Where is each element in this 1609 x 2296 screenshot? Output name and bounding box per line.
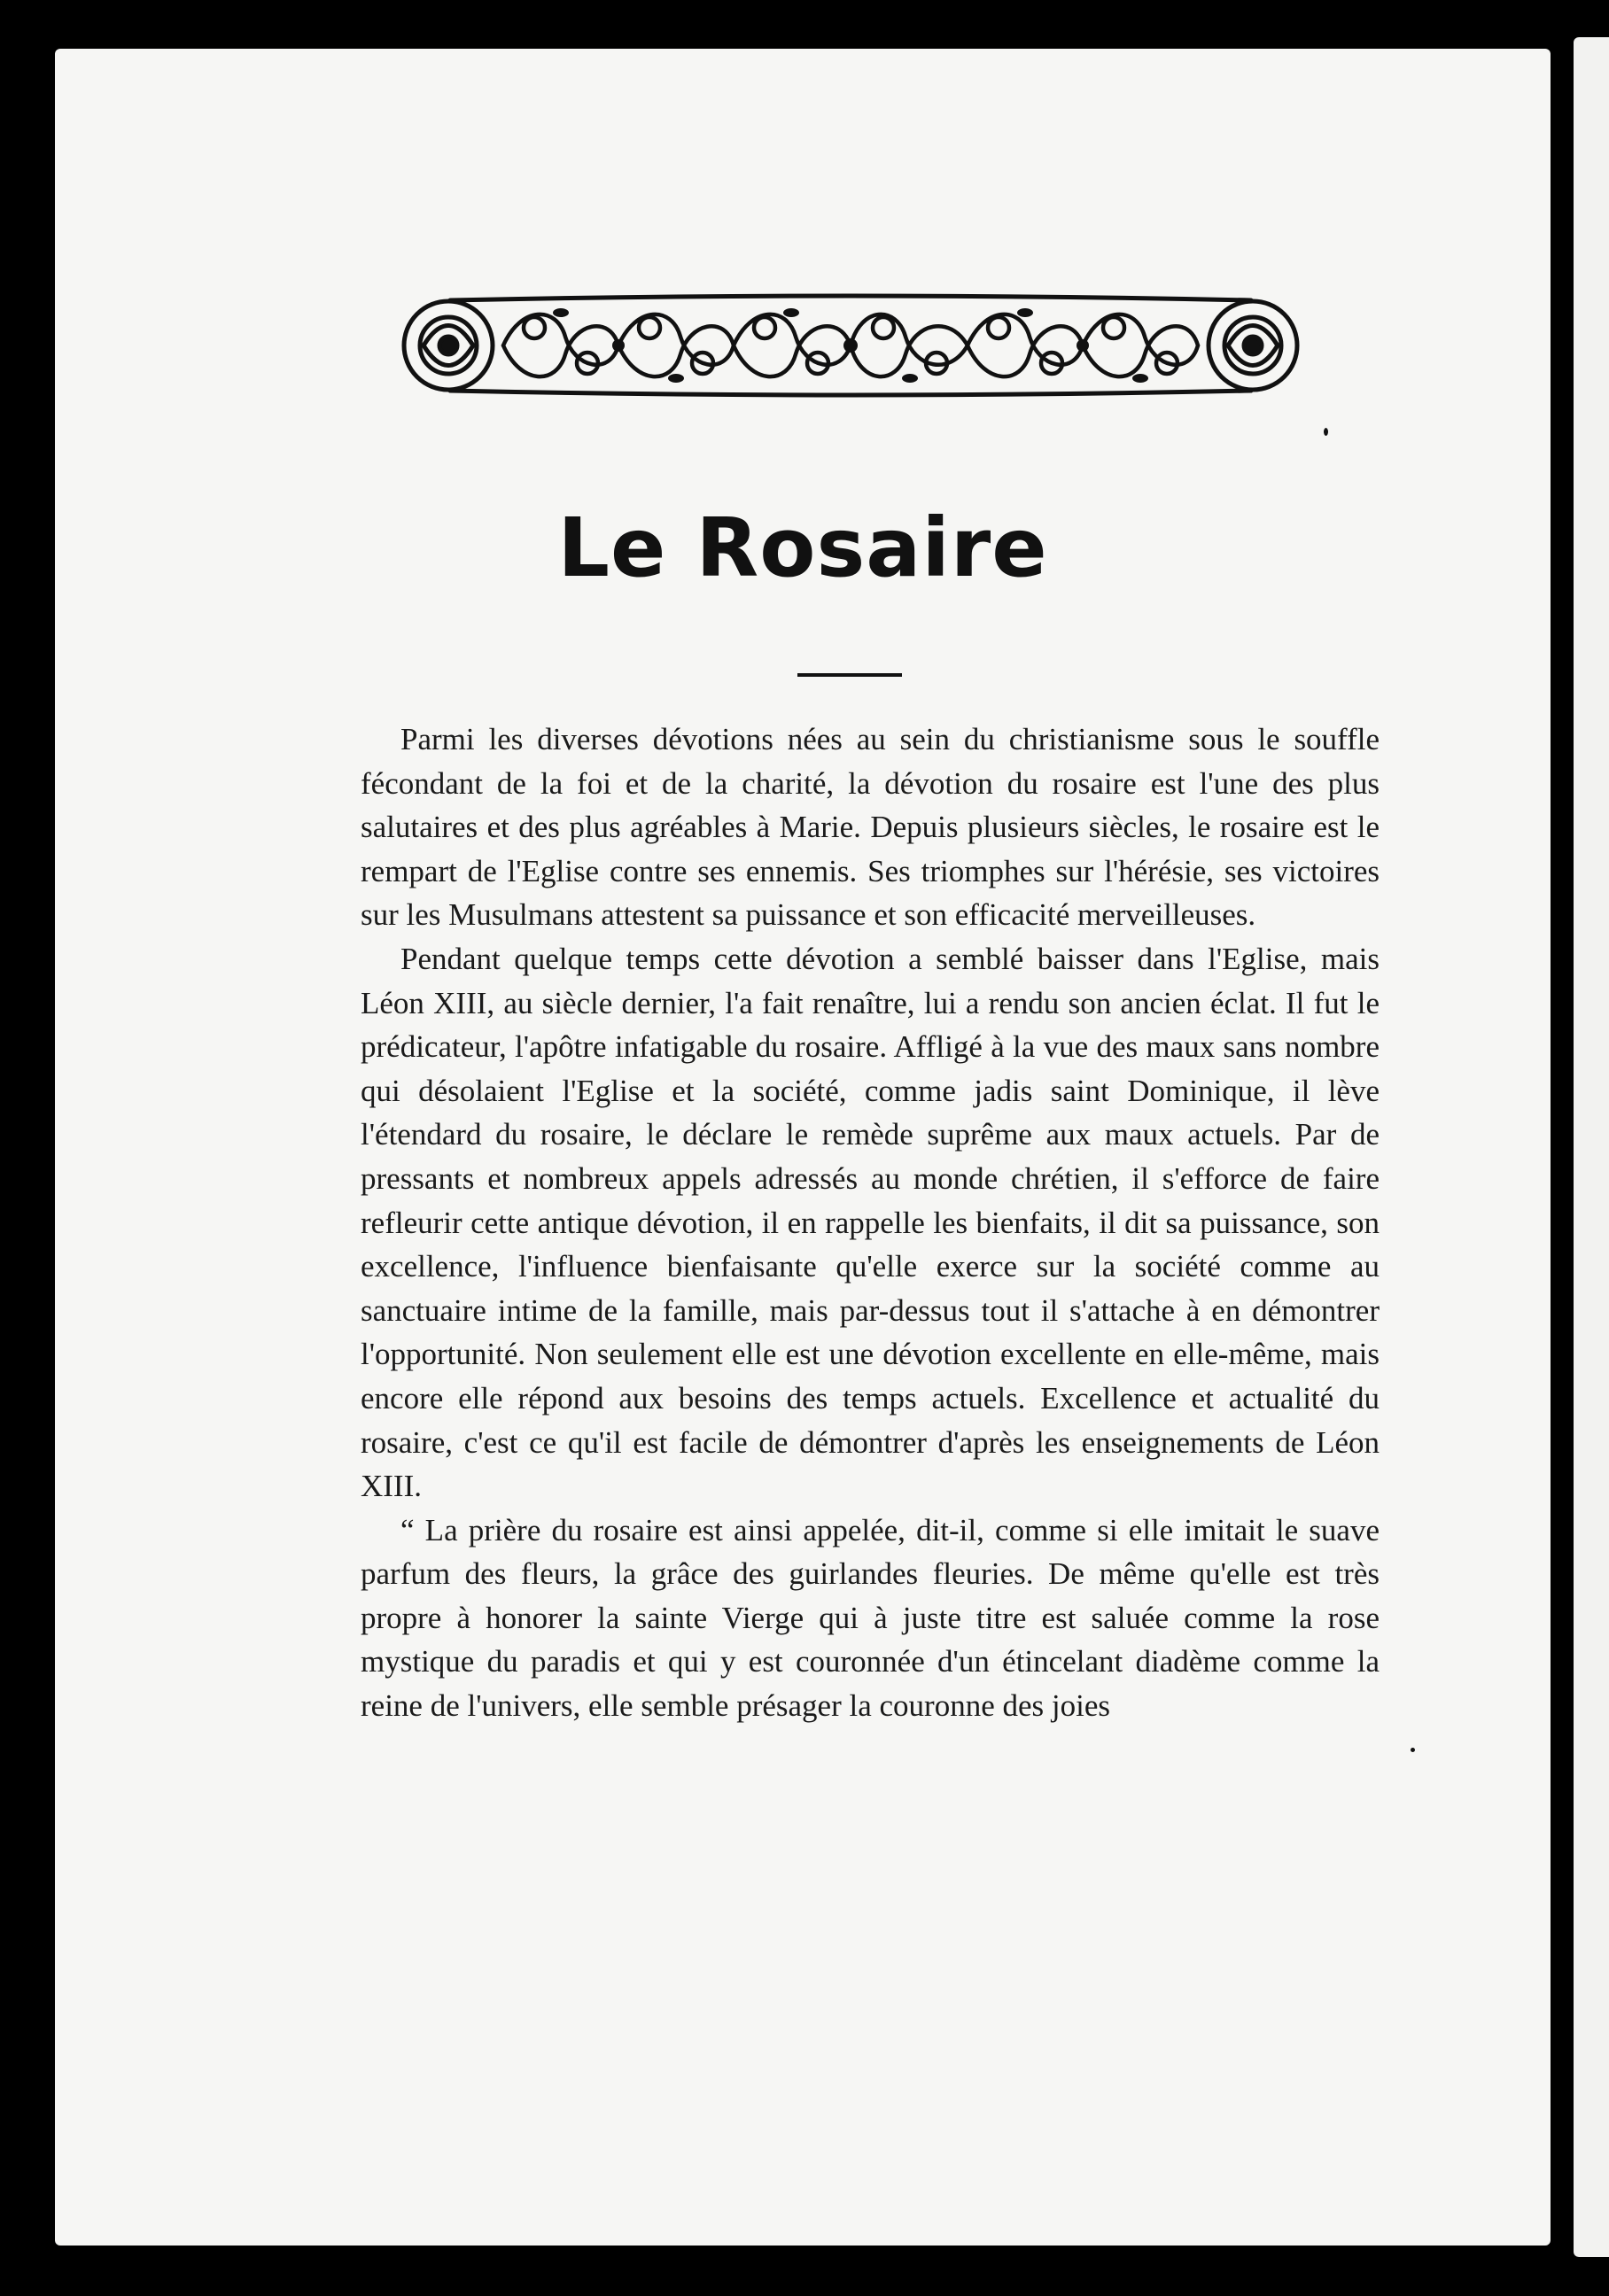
paragraph: “ La prière du rosaire est ainsi appelée, dit-il, comme si elle imitait le suave parfum des fleurs, la grâce des guirlandes fleuries. De même qu'elle est très propre à honorer la sainte Vierge qui à juste titre est saluée comme la rose mystique du paradis et qui y est couronnée d'un étincelant diadème comme la reine de l'univers, elle semble présager la couronne des joies <box>361 1512 1380 1724</box>
ink-speck <box>1324 428 1328 436</box>
adjacent-page-edge <box>1574 37 1609 2257</box>
title-underline-rule <box>797 673 902 677</box>
page-title: Le Rosaire <box>557 500 1048 595</box>
paragraph: Parmi les diverses dévotions nées au sein du christianisme sous le souffle fécondant de la foi et de la charité, la dévotion du rosaire est l'une des plus salutaires et des plus agréables à Marie. Depuis plusieurs siècles, le rosaire est le rempart de l'Eglise contre ses ennemis. Ses triomphes sur l'hérésie, ses victoires sur les Musulmans attestent sa puissance et son efficacité merveilleuses. <box>361 722 1380 933</box>
book-page <box>55 49 1551 2246</box>
paragraph: Pendant quelque temps cette dévotion a semblé baisser dans l'Eglise, mais Léon XIII, au siècle dernier, l'a fait renaître, lui a rendu son ancien éclat. Il fut le prédicateur, l'apôtre infatigable du rosaire. Affligé à la vue des maux sans nombre qui désolaient l'Eglise et la société, comme jadis saint Dominique, il lève l'étendard du rosaire, le déclare le remède suprême aux maux actuels. Par de pressants et nombreux appels adressés au monde chrétien, il s'efforce de faire refleurir cette antique dévotion, il en rappelle les bienfaits, il dit sa puissance, son excellence, l'influence bienfaisante qu'elle exerce sur la société comme au sanctuaire intime de la famille, mais par-dessus tout il s'attache à en démontrer l'opportunité. Non seulement elle est une dévotion excellente en elle-même, mais encore elle répond aux besoins des temps actuels. Excellence et actualité du rosaire, c'est ce qu'il est facile de démontrer d'après les enseignements de Léon XIII. <box>361 941 1380 1504</box>
body-text <box>361 718 1380 1728</box>
ink-speck <box>1411 1748 1415 1752</box>
floral-scroll-headpiece-icon <box>397 288 1304 403</box>
